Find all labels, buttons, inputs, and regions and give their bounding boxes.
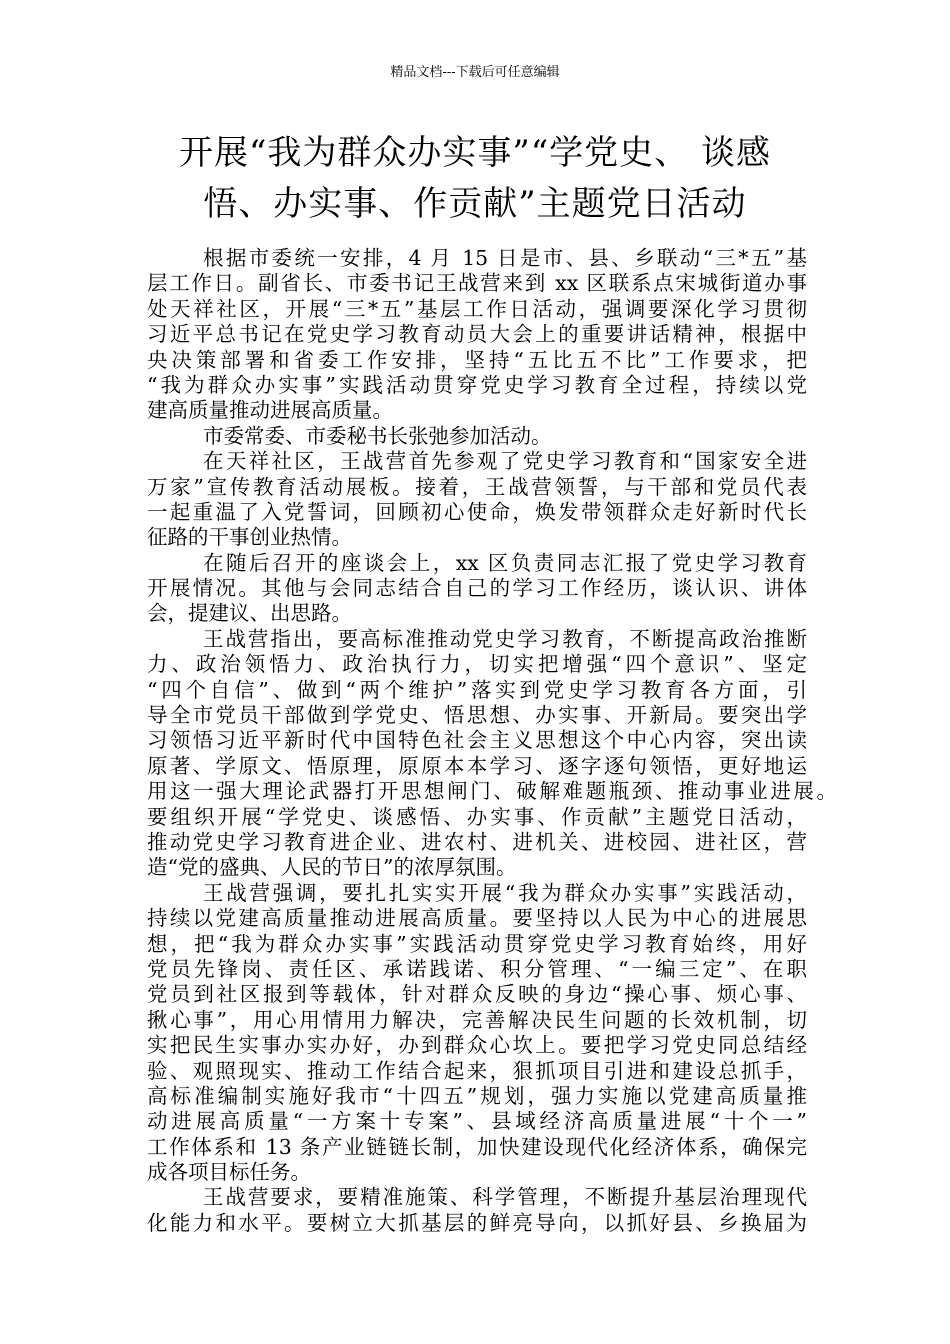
body-line: 王战营强调，要扎扎实实开展“我为群众办实事”实践活动， [203, 880, 807, 905]
body-line: 党员到社区报到等载体，针对群众反映的身边“操心事、烦心事、 [147, 982, 807, 1007]
body-line: 在随后召开的座谈会上，xx 区负责同志汇报了党史学习教育 [203, 550, 807, 575]
body-line: 导全市党员干部做到学党史、悟思想、办实事、开新局。要突出学 [147, 703, 807, 728]
body-line: 建高质量推动进展高质量。 [147, 398, 393, 423]
title-line-2: 悟、办实事、作贡献”主题党日活动 [203, 184, 747, 224]
document-body [0, 246, 950, 1236]
body-line: 用这一强大理论武器打开思想闸门、破解难题瓶颈、推动事业进展。 [147, 779, 837, 804]
body-line: 持续以党建高质量推动进展高质量。要坚持以人民为中心的进展思 [147, 906, 807, 931]
document-title [120, 128, 830, 230]
body-line: 推动党史学习教育进企业、进农村、进机关、进校园、进社区，营 [147, 829, 807, 854]
body-line: 习领悟习近平新时代中国特色社会主义思想这个中心内容，突出读 [147, 728, 807, 753]
body-line: 力、政治领悟力、政治执行力，切实把增强“四个意识”、坚定 [147, 652, 807, 677]
body-line: “我为群众办实事”实践活动贯穿党史学习教育全过程，持续以党 [147, 372, 807, 397]
body-line: 成各项目标任务。 [147, 1160, 311, 1185]
body-line: 王战营要求，要精准施策、科学管理，不断提升基层治理现代 [203, 1185, 807, 1210]
body-line: 习近平总书记在党史学习教育动员大会上的重要讲话精神，根据中 [147, 322, 807, 347]
body-line: 验、观照现实、推动工作结合起来，狠抓项目引进和建设总抓手， [147, 1058, 807, 1083]
body-line: 实把民生实事办实办好，办到群众心坎上。要把学习党史同总结经 [147, 1033, 807, 1058]
body-line: 党员先锋岗、责任区、承诺践诺、积分管理、“一编三定”、在职 [147, 956, 807, 981]
body-line: 高标准编制实施好我市“十四五”规划，强力实施以党建高质量推 [147, 1083, 807, 1108]
body-line: 化能力和水平。要树立大抓基层的鲜亮导向，以抓好县、乡换届为 [147, 1210, 807, 1235]
body-line: 征路的干事创业热情。 [147, 525, 352, 550]
body-line: 王战营指出，要高标准推动党史学习教育，不断提高政治推断 [203, 626, 807, 651]
body-line: 原著、学原文、悟原理，原原本本学习、逐字逐句领悟，更好地运 [147, 753, 807, 778]
body-line: 一起重温了入党誓词，回顾初心使命，焕发带领群众走好新时代长 [147, 499, 807, 524]
body-line: 要组织开展“学党史、谈感悟、办实事、作贡献”主题党日活动， [147, 804, 807, 829]
body-line: 揪心事”，用心用情用力解决，完善解决民生问题的长效机制，切 [147, 1007, 807, 1032]
body-line: 层工作日。副省长、市委书记王战营来到 xx 区联系点宋城街道办事 [147, 271, 807, 296]
body-line: 在天祥社区，王战营首先参观了党史学习教育和“国家安全进 [203, 449, 807, 474]
body-line: 动进展高质量“一方案十专案”、县域经济高质量进展“十个一” [147, 1109, 807, 1134]
body-line: 万家”宣传教育活动展板。接着，王战营领誓，与干部和党员代表 [147, 474, 807, 499]
body-line: 市委常委、市委秘书长张弛参加活动。 [203, 423, 552, 448]
title-line-1: 开展“我为群众办实事”“学党史、 谈感 [179, 133, 771, 173]
body-line: 处天祥社区，开展“三*五”基层工作日活动，强调要深化学习贯彻 [147, 296, 807, 321]
body-line: “四个自信”、做到“两个维护”落实到党史学习教育各方面，引 [147, 677, 807, 702]
body-line: 工作体系和 13 条产业链链长制，加快建设现代化经济体系，确保完 [147, 1134, 807, 1159]
body-line: 想，把“我为群众办实事”实践活动贯穿党史学习教育始终，用好 [147, 931, 807, 956]
body-line: 造“党的盛典、人民的节日”的浓厚氛围。 [147, 855, 517, 880]
body-line: 会，提建议、出思路。 [147, 601, 352, 626]
body-line: 央决策部署和省委工作安排，坚持“五比五不比”工作要求，把 [147, 347, 807, 372]
body-line: 开展情况。其他与会同志结合自己的学习工作经历，谈认识、讲体 [147, 576, 807, 601]
body-line: 根据市委统一安排，4 月 15 日是市、县、乡联动“三*五”基 [203, 246, 807, 270]
page-header-note: 精品文档---下载后可任意编辑 [390, 65, 560, 80]
